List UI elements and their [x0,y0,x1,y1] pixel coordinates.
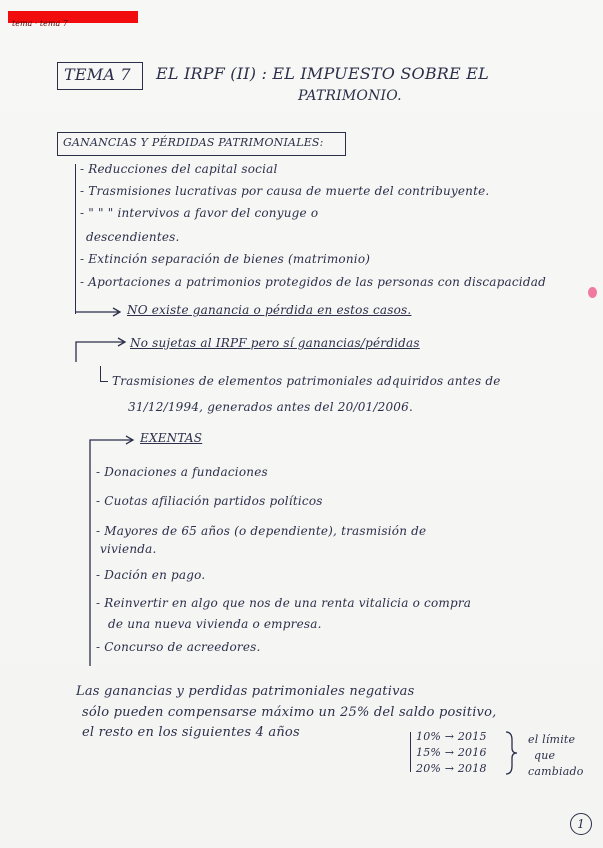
side-note: cambiado [528,765,584,778]
page-title-line1: EL IRPF (II) : EL IMPUESTO SOBRE EL [156,64,489,83]
side-note: el límite [528,733,576,746]
list-item: - Mayores de 65 años (o dependiente), trasmisión de [96,524,427,538]
bracket-line [75,164,76,314]
conclusion-line: Las ganancias y perdidas patrimoniales negativas [76,684,415,699]
brace-icon [504,730,518,776]
arrow-icon [74,334,130,364]
limit-item: 10% → 2015 [416,730,487,743]
page-number: 1 [570,813,592,835]
section-heading: GANANCIAS Y PÉRDIDAS PATRIMONIALES: [63,136,324,149]
bracket-line [100,381,108,382]
highlighted-tab-label [8,11,138,28]
list-item: - Trasmisiones lucrativas por causa de muerte del contribuyente. [80,184,490,198]
list-item: - " " " intervivos a favor del conyuge o [80,206,319,220]
arrow-icon [75,306,125,318]
list-item: - Extinción separación de bienes (matrimonio) [80,252,371,266]
list-item: vivienda. [100,542,157,556]
side-note: que [534,749,556,762]
list-item: descendientes. [86,230,180,244]
bracket-line [410,732,411,772]
bracket-line [100,366,101,382]
list-item: - Reinvertir en algo que nos de una renta vitalicia o compra [96,596,472,610]
limit-item: 20% → 2018 [416,762,487,775]
list-item: de una nueva vivienda o empresa. [108,617,322,631]
list-item: Trasmisiones de elementos patrimoniales adquiridos antes de [112,374,501,388]
limit-item: 15% → 2016 [416,746,487,759]
highlight-text: tema · tema 7 [12,19,68,28]
page-title-line2: PATRIMONIO. [298,88,402,104]
list-item: - Concurso de acreedores. [96,640,261,654]
list-item: - Aportaciones a patrimonios protegidos de las personas con discapacidad [80,275,546,289]
conclusion-line: sólo pueden compensarse máximo un 25% del saldo positivo, [82,705,497,720]
exempt-heading: EXENTAS [140,431,203,445]
list-item: - Donaciones a fundaciones [96,465,268,479]
not-subject-note: No sujetas al IRPF pero sí ganancias/pérdidas [130,336,420,350]
ink-mark [588,287,597,298]
conclusion-line: el resto en los siguientes 4 años [82,725,300,740]
list-item: 31/12/1994, generados antes del 20/01/2006. [128,400,413,414]
tema-label: TEMA 7 [64,65,131,84]
list-item: - Cuotas afiliación partidos políticos [96,494,323,508]
no-gain-note: NO existe ganancia o pérdida en estos casos. [127,303,412,317]
list-item: - Dación en pago. [96,568,206,582]
list-item: - Reducciones del capital social [80,162,278,176]
